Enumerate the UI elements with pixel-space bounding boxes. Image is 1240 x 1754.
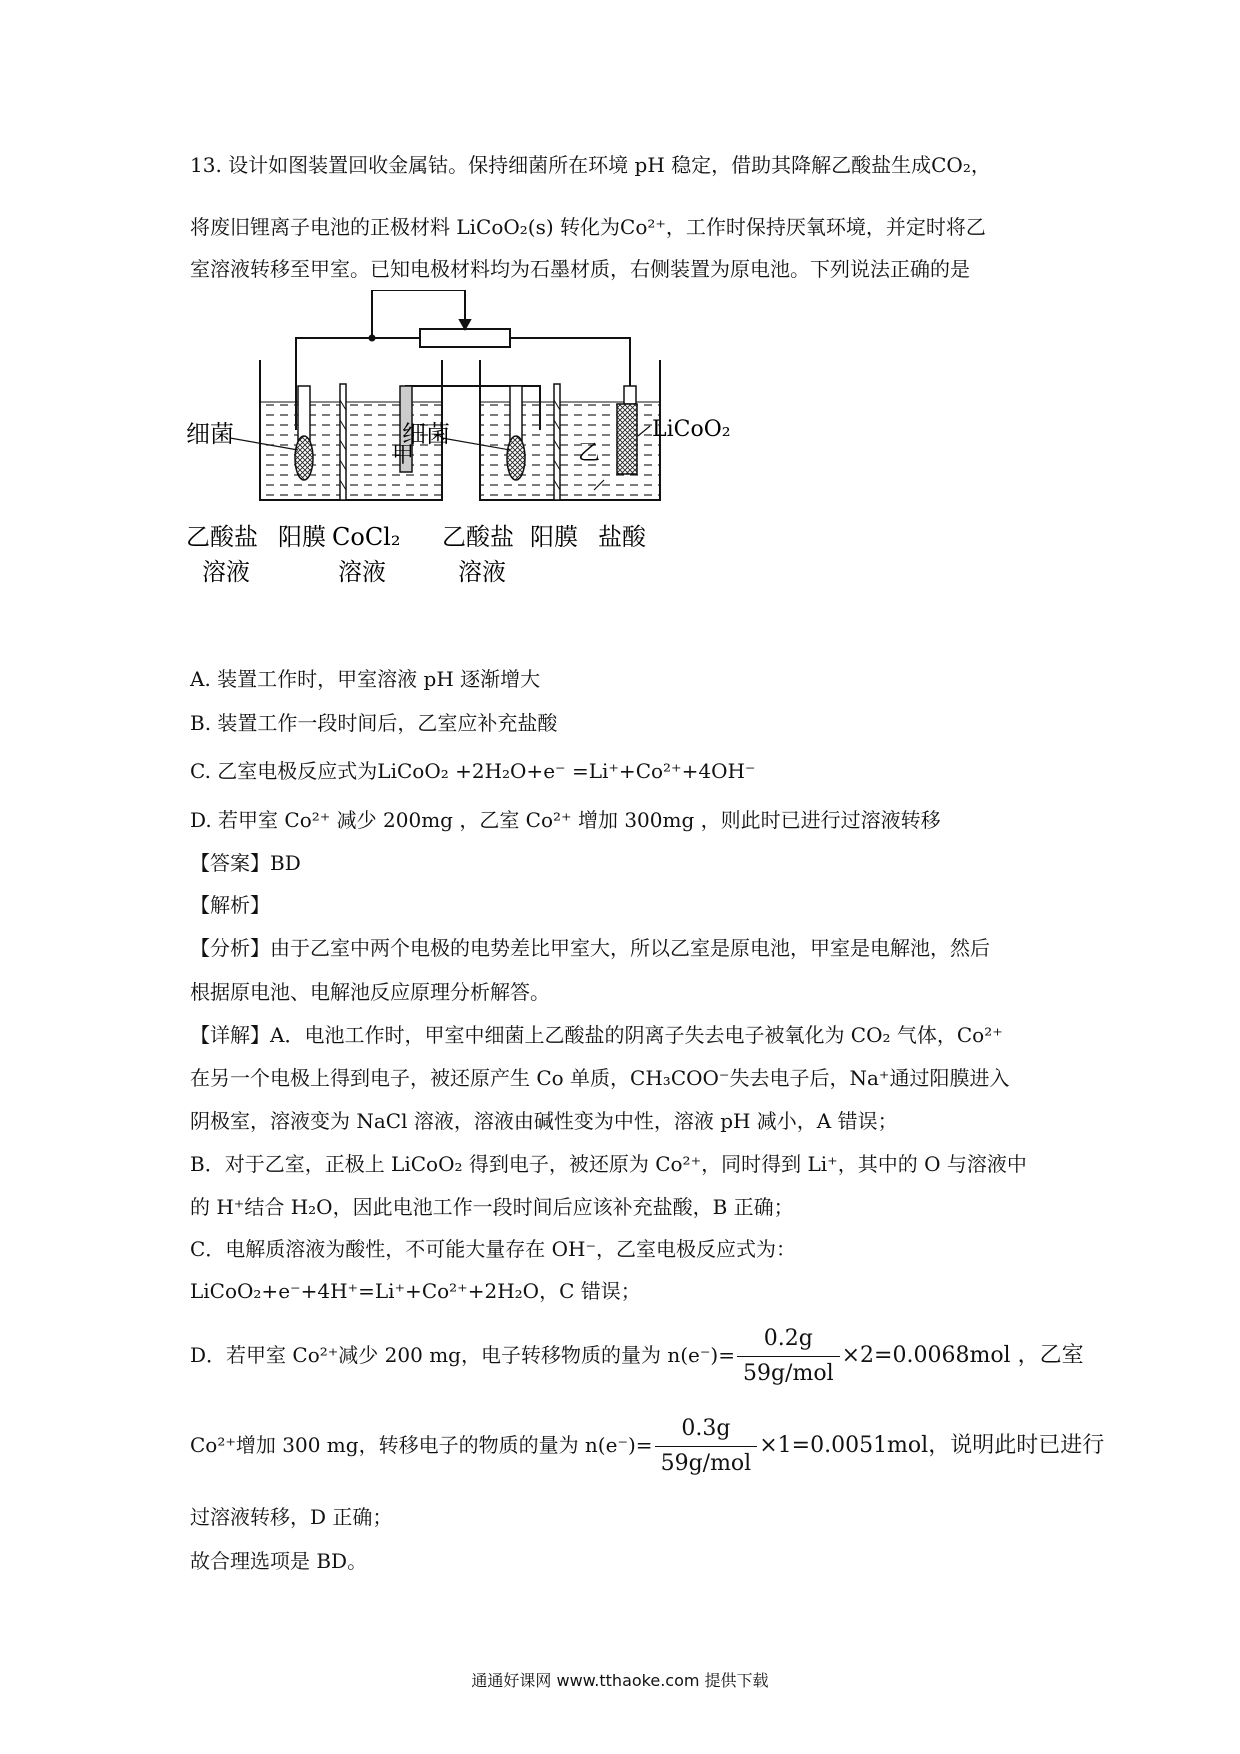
label-chamber-jia: 甲 — [392, 443, 415, 468]
label-chamber-yi: 乙 — [578, 441, 601, 466]
fraction-1-denominator: 59g/mol — [742, 1361, 834, 1386]
page-footer: 通通好课网 www.tthaoke.com 提供下载 — [471, 1671, 769, 1690]
label-bacteria-right: 细菌 — [402, 420, 450, 448]
xiangjie-line-1: 【详解】A．电池工作时，甲室中细菌上乙酸盐的阴离子失去电子被氧化为 CO₂ 气体，Co²⁺ — [190, 1023, 1003, 1047]
question-line-3: 室溶液转移至甲室。已知电极材料均为石墨材质，右侧装置为原电池。下列说法正确的是 — [190, 257, 970, 281]
explain-b-line-1: B．对于乙室，正极上 LiCoO₂ 得到电子，被还原为 Co²⁺，同时得到 Li⁺，其中的 O 与溶液中 — [190, 1152, 1027, 1176]
xiangjie-line-3: 阴极室，溶液变为 NaCl 溶液，溶液由碱性变为中性，溶液 pH 减小，A 错误； — [190, 1109, 898, 1133]
circuit-junction — [369, 335, 376, 342]
label-acetate-1: 乙酸盐 — [186, 523, 258, 551]
answer-value: BD — [270, 851, 301, 875]
label-solution-2: 溶液 — [338, 558, 386, 586]
label-solution-1: 溶液 — [202, 558, 250, 586]
right-cell — [480, 360, 660, 500]
explain-d2-suffix: ×1=0.0051mol，说明此时已进行 — [759, 1433, 1105, 1458]
label-membrane-2: 阳膜 — [530, 523, 578, 551]
answer-label: 【答案】 — [190, 851, 270, 875]
explain-d-line-2 — [190, 1410, 1104, 1481]
fraction-1 — [737, 1322, 840, 1391]
label-cocl2: CoCl₂ — [332, 523, 401, 551]
label-membrane-1: 阳膜 — [278, 523, 326, 551]
option-c: C. 乙室电极反应式为LiCoO₂ +2H₂O+e⁻ =Li⁺+Co²⁺+4OH⁻ — [190, 759, 756, 783]
explain-d1-suffix: ×2=0.0068mol ，乙室 — [841, 1343, 1084, 1368]
label-solution-3: 溶液 — [458, 558, 506, 586]
fenxi-line-2: 根据原电池、电解池反应原理分析解答。 — [190, 980, 550, 1004]
fraction-1-numerator: 0.2g — [737, 1322, 840, 1357]
analysis-label: 【解析】 — [190, 893, 270, 917]
question-line-2: 将废旧锂离子电池的正极材料 LiCoO₂(s) 转化为Co²⁺，工作时保持厌氧环境，并定时将乙 — [190, 215, 986, 239]
option-b: B. 装置工作一段时间后，乙室应补充盐酸 — [190, 711, 558, 735]
option-d: D. 若甲室 Co²⁺ 减少 200mg ，乙室 Co²⁺ 增加 300mg ，则此时已进行过溶液转移 — [190, 808, 941, 832]
fraction-2 — [655, 1412, 758, 1481]
conclusion-line: 故合理选项是 BD。 — [190, 1549, 368, 1573]
fenxi-line-1: 【分析】由于乙室中两个电极的电势差比甲室大，所以乙室是原电池，甲室是电解池，然后 — [190, 936, 990, 960]
explain-d-line-1 — [190, 1320, 1084, 1391]
fraction-2-denominator: 59g/mol — [660, 1451, 752, 1476]
fraction-2-numerator: 0.3g — [655, 1412, 758, 1447]
explain-b-line-2: 的 H⁺结合 H₂O，因此电池工作一段时间后应该补充盐酸，B 正确； — [190, 1195, 794, 1219]
question-line-1: 13. 设计如图装置回收金属钴。保持细菌所在环境 pH 稳定，借助其降解乙酸盐生成CO₂， — [190, 153, 991, 177]
label-acetate-2: 乙酸盐 — [442, 523, 514, 551]
xiangjie-line-2: 在另一个电极上得到电子，被还原产生 Co 单质，CH₃COO⁻失去电子后，Na⁺通过阳膜进入 — [190, 1066, 1010, 1090]
explain-d1-prefix: D．若甲室 Co²⁺减少 200 mg，电子转移物质的量为 n(e⁻)= — [190, 1343, 735, 1367]
explain-c-line-2: LiCoO₂+e⁻+4H⁺=Li⁺+Co²⁺+2H₂O，C 错误； — [190, 1279, 641, 1303]
electrochemical-apparatus-diagram — [180, 290, 780, 650]
option-a: A. 装置工作时，甲室溶液 pH 逐渐增大 — [190, 667, 541, 691]
explain-c-line-1: C．电解质溶液为酸性，不可能大量存在 OH⁻，乙室电极反应式为： — [190, 1237, 797, 1261]
answer-line — [190, 848, 301, 878]
explain-d2-prefix: Co²⁺增加 300 mg，转移电子的物质的量为 n(e⁻)= — [190, 1433, 653, 1457]
label-bacteria-left: 细菌 — [186, 420, 234, 448]
label-hcl: 盐酸 — [598, 523, 646, 551]
explain-d-line-3: 过溶液转移，D 正确； — [190, 1505, 393, 1529]
label-licoo2: LiCoO₂ — [652, 417, 731, 442]
